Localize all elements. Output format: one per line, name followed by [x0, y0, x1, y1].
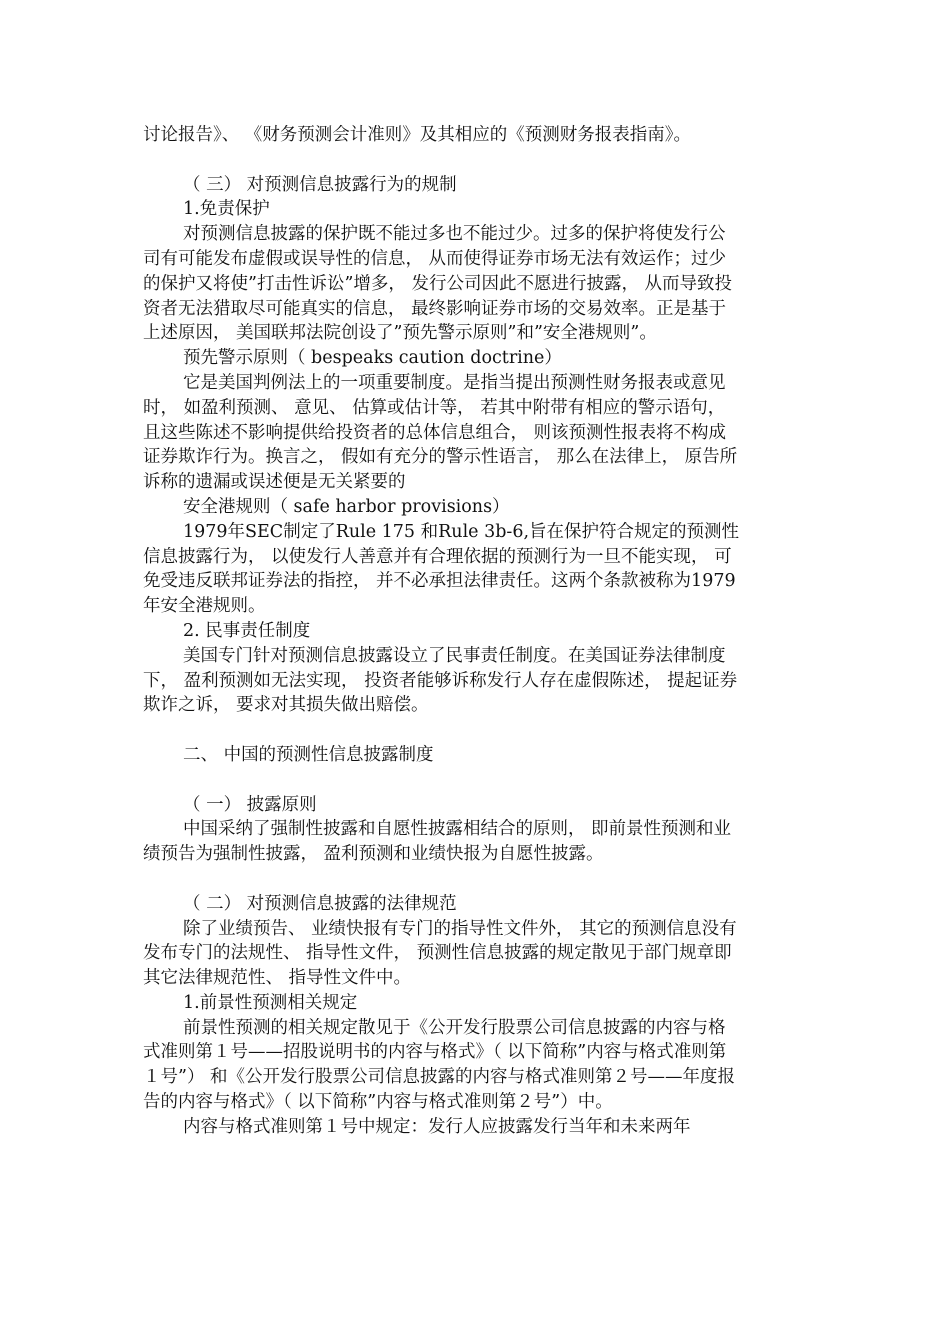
subheading-safe-harbor: 安全港规则（ safe harbor provisions）	[183, 496, 510, 517]
section-heading-2: 二、 中国的预测性信息披露制度	[183, 744, 434, 765]
paragraph-continued: 讨论报告》、 《财务预测会计准则》及其相应的《预测财务报表指南》。	[143, 125, 692, 145]
subheading-civil-liability: 2. 民事责任制度	[183, 620, 311, 641]
paragraph-safe-harbor: 1979年SEC制定了Rule 175 和Rule 3b-6,旨在保护符合规定的预测性信息披露行为， 以使发行人善意并有合理依据的预测行为一旦不能实现， 可免受违反联邦证券法的指控， 并不必承担法律责任。这两个条款被称为1979年安全港规则。	[143, 521, 740, 617]
spacer	[143, 768, 741, 793]
subheading-prospective-forecast: 1.前景性预测相关规定	[183, 992, 358, 1013]
spacer	[143, 867, 741, 892]
section-heading-3: （ 三） 对预测信息披露行为的规制	[183, 174, 457, 195]
document-body	[143, 123, 741, 1140]
subheading-exemption: 1.免责保护	[183, 199, 270, 220]
paragraph-legal-norms: 除了业绩预告、 业绩快报有专门的指导性文件外， 其它的预测信息没有发布专门的法规性、 指导性文件， 预测性信息披露的规定散见于部门规章即其它法律规范性、 指导性文件中。	[143, 918, 737, 989]
subheading-legal-norms: （ 二） 对预测信息披露的法律规范	[183, 893, 457, 914]
spacer	[143, 148, 741, 173]
subheading-disclosure-principle: （ 一） 披露原则	[183, 794, 317, 815]
paragraph-bespeaks-caution: 它是美国判例法上的一项重要制度。是指当提出预测性财务报表或意见时， 如盈利预测、 意见、 估算或估计等， 若其中附带有相应的警示语句， 且这些陈述不影响提供给投资者的总体信息组合， 则该预测性报表将不构成证券欺诈行为。换言之， 假如有充分的警示性语言， 那么在法律上， 原告所诉称的遗漏或误述便是无关紧要的	[143, 372, 738, 493]
paragraph-civil-liability: 美国专门针对预测信息披露设立了民事责任制度。在美国证券法律制度下， 盈利预测如无法实现， 投资者能够诉称发行人存在虚假陈述， 提起证券欺诈之诉， 要求对其损失做出赔偿。	[143, 645, 738, 716]
paragraph-exemption: 对预测信息披露的保护既不能过多也不能过少。过多的保护将使发行公司有可能发布虚假或误导性的信息， 从而使得证券市场无法有效运作；过少的保护又将使”打击性诉讼”增多， 发行公司因此不愿进行披露， 从而导致投资者无法猎取尽可能真实的信息， 最终影响证券市场的交易效率。正是基于上述原因， 美国联邦法院创设了”预先警示原则”和”安全港规则”。	[143, 224, 733, 344]
paragraph-disclosure-principle: 中国采纳了强制性披露和自愿性披露相结合的原则， 即前景性预测和业绩预告为强制性披露， 盈利预测和业绩快报为自愿性披露。	[143, 819, 732, 865]
paragraph-prospective-forecast: 前景性预测的相关规定散见于《公开发行股票公司信息披露的内容与格式准则第１号——招股说明书的内容与格式》（ 以下简称”内容与格式准则第１号”） 和《公开发行股票公司信息披露的内容与格式准则第２号——年度报告的内容与格式》（ 以下简称”内容与格式准则第２号”）中。	[143, 1017, 736, 1113]
spacer	[143, 718, 741, 743]
subheading-bespeaks-caution: 预先警示原则（ bespeaks caution doctrine）	[183, 348, 562, 369]
paragraph-format-standard-1: 内容与格式准则第１号中规定：发行人应披露发行当年和未来两年	[183, 1116, 691, 1137]
